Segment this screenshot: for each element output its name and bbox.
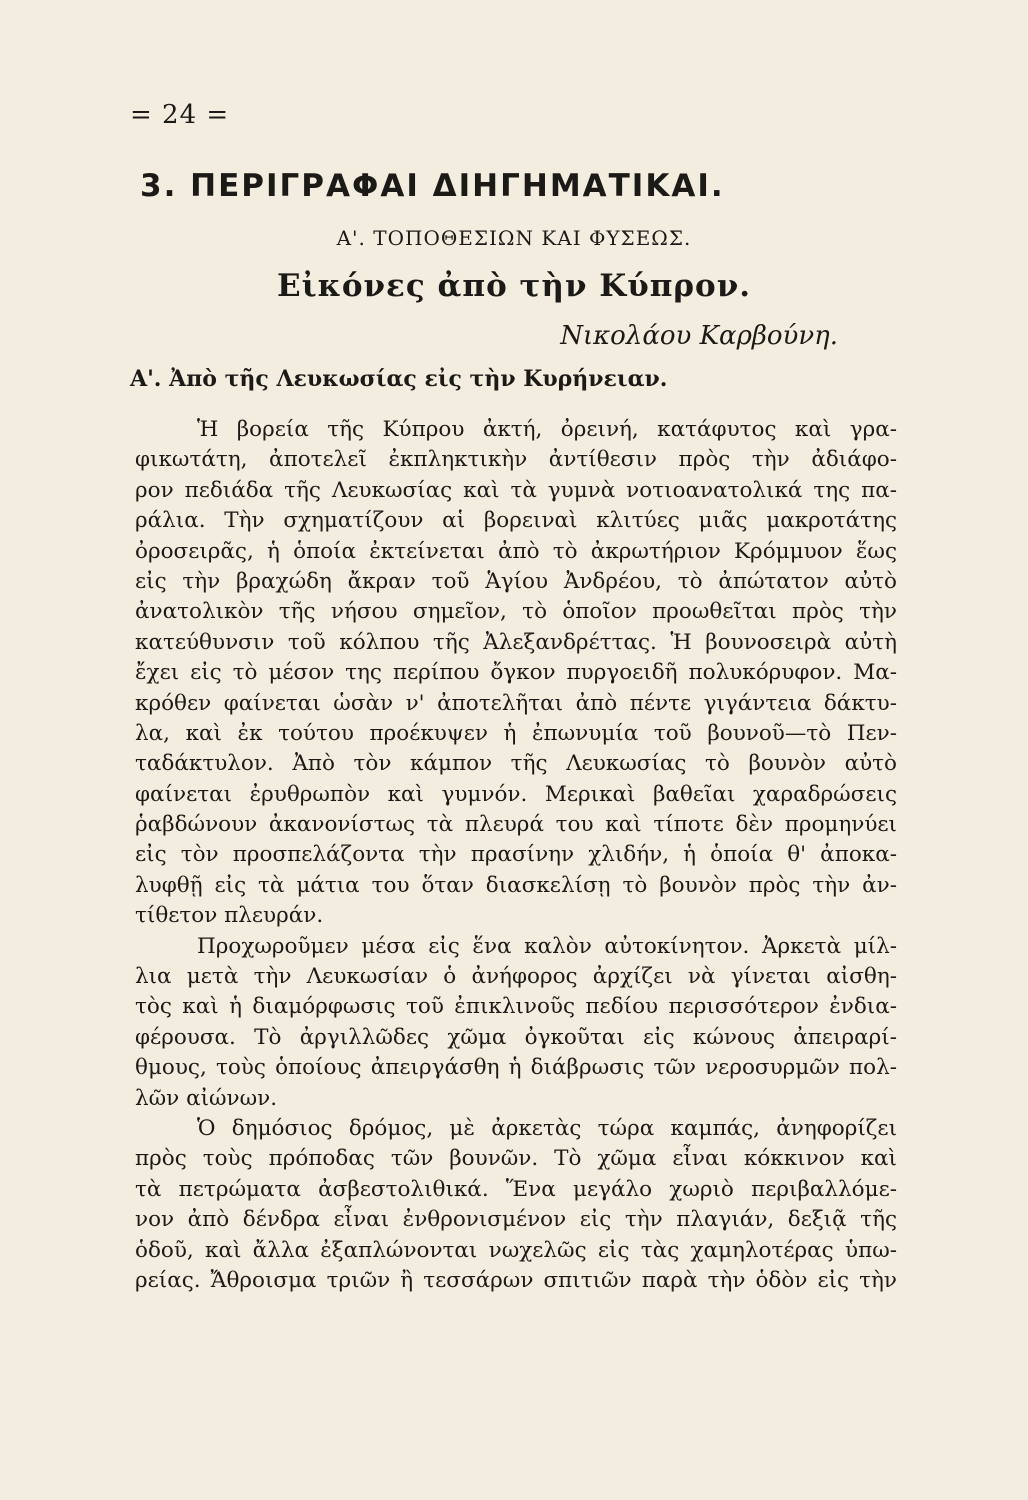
text-line: Προχωροῦμεν μέσα εἰς ἕνα καλὸν αὐτοκίνητον. Ἀρκετὰ μίλ-	[197, 933, 897, 959]
author-name: Νικολάου Καρβούνη.	[560, 321, 838, 351]
text-line: τὸς καὶ ἡ διαμόρφωσις τοῦ ἐπικλινοῦς πεδίου περισσότερον ἐνδια-	[135, 994, 897, 1020]
chapter-heading: Α'. Ἀπὸ τῆς Λευκωσίας εἰς τὴν Κυρήνειαν.	[130, 366, 668, 392]
article-title: Εἰκόνες ἀπὸ τὴν Κύπρον.	[276, 268, 751, 304]
text-line: ἔχει εἰς τὸ μέσον της περίπου ὄγκον πυργοειδῆ πολυκόρυφον. Μα-	[135, 660, 897, 686]
text-line: λυφθῇ εἰς τὰ μάτια του ὅταν διασκελίσῃ τὸ βουνὸν πρὸς τὴν ἀν-	[135, 872, 897, 898]
text-line: ρον πεδιάδα τῆς Λευκωσίας καὶ τὰ γυμνὰ νοτιοανατολικά της πα-	[135, 477, 897, 503]
text-line: θμους, τοὺς ὁποίους ἀπειργάσθη ἡ διάβρωσις τῶν νεροσυρμῶν πολ-	[135, 1055, 897, 1081]
text-line: εἰς τὸν προσπελάζοντα τὴν πρασίνην χλιδήν, ἡ ὁποία θ' ἀποκα-	[135, 842, 897, 868]
text-line: ὀροσειρᾶς, ἡ ὁποία ἐκτείνεται ἀπὸ τὸ ἀκρωτήριον Κρόμμυον ἕως	[135, 538, 897, 564]
text-line: ῥαβδώνουν ἀκανονίστως τὰ πλευρά του καὶ τίποτε δὲν προμηνύει	[135, 812, 897, 838]
text-line: λῶν αἰώνων.	[135, 1085, 278, 1111]
text-line: ἀνατολικὸν τῆς νήσου σημεῖον, τὸ ὁποῖον προωθεῖται πρὸς τὴν	[135, 599, 897, 625]
text-line: εἰς τὴν βραχώδη ἄκραν τοῦ Ἁγίου Ἀνδρέου, τὸ ἀπώτατον αὐτὸ	[135, 568, 897, 594]
text-line: τίθετον πλευράν.	[135, 903, 324, 929]
text-line: κρόθεν φαίνεται ὡσὰν ν' ἀποτελῆται ἀπὸ πέντε γιγάντεια δάκτυ-	[135, 690, 897, 716]
subsection-heading: Α'. ΤΟΠΟΘΕΣΙΩΝ ΚΑΙ ΦΥΣΕΩΣ.	[336, 226, 692, 250]
text-line: τὰ πετρώματα ἀσβεστολιθικά. Ἕνα μεγάλο χωριὸ περιβαλλόμε-	[135, 1176, 897, 1202]
text-line: φαίνεται ἐρυθρωπὸν καὶ γυμνόν. Μερικαὶ βαθεῖαι χαραδρώσεις	[135, 781, 897, 807]
text-line: Ἡ βορεία τῆς Κύπρου ἀκτή, ὀρεινή, κατάφυτος καὶ γρα-	[197, 417, 897, 442]
text-line: λα, καὶ ἐκ τούτου προέκυψεν ἡ ἐπωνυμία τοῦ βουνοῦ—τὸ Πεν-	[135, 720, 897, 746]
text-line: ράλια. Τὴν σχηματίζουν αἱ βορειναὶ κλιτύες μιᾶς μακροτάτης	[135, 508, 897, 534]
page-number: = 24 =	[130, 100, 230, 130]
section-heading: 3. ΠΕΡΙΓΡΑΦΑΙ ΔΙΗΓΗΜΑΤΙΚΑΙ.	[140, 168, 725, 204]
text-line: ρείας. Ἄθροισμα τριῶν ἢ τεσσάρων σπιτιῶν παρὰ τὴν ὁδὸν εἰς τὴν	[135, 1267, 897, 1293]
text-line: ὁδοῦ, καὶ ἄλλα ἐξαπλώνονται νωχελῶς εἰς τὰς χαμηλοτέρας ὑπω-	[135, 1237, 897, 1263]
body-text	[135, 415, 897, 1296]
text-line: πρὸς τοὺς πρόποδας τῶν βουνῶν. Τὸ χῶμα εἶναι κόκκινον καὶ	[135, 1146, 897, 1172]
text-line: νον ἀπὸ δένδρα εἶναι ἐνθρονισμένον εἰς τὴν πλαγιάν, δεξιᾷ τῆς	[135, 1207, 897, 1233]
text-line: Ὁ δημόσιος δρόμος, μὲ ἀρκετὰς τώρα καμπάς, ἀνηφορίζει	[197, 1115, 897, 1141]
text-line: φέρουσα. Τὸ ἀργιλλῶδες χῶμα ὀγκοῦται εἰς κώνους ἀπειραρί-	[135, 1024, 897, 1050]
text-line: ταδάκτυλον. Ἀπὸ τὸν κάμπον τῆς Λευκωσίας τὸ βουνὸν αὐτὸ	[135, 751, 897, 777]
text-line: φικωτάτη, ἀποτελεῖ ἐκπληκτικὴν ἀντίθεσιν πρὸς τὴν ἀδιάφο-	[135, 447, 897, 473]
text-line: κατεύθυνσιν τοῦ κόλπου τῆς Ἀλεξανδρέττας. Ἡ βουνοσειρὰ αὐτὴ	[135, 629, 897, 655]
text-line: λια μετὰ τὴν Λευκωσίαν ὁ ἀνήφορος ἀρχίζει νὰ γίνεται αἰσθη-	[135, 964, 897, 990]
